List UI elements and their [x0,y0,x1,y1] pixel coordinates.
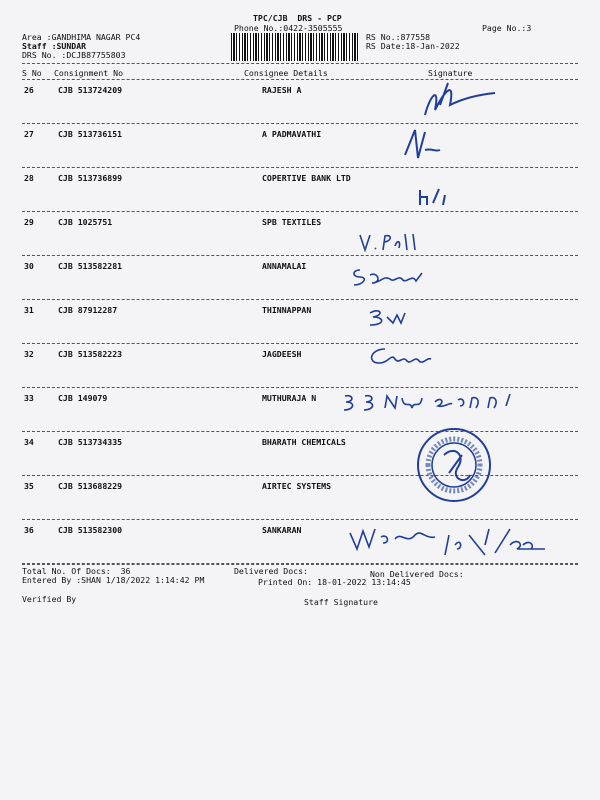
row-sno: 28 [24,173,34,183]
row-sno: 30 [24,261,34,271]
signature-row-27 [400,120,460,170]
barcode-image [231,33,359,61]
phone-number: Phone No.:0422-3505555 [234,23,343,33]
sheet-title: TPC/CJB DRS - PCP [253,13,342,23]
signature-row-28 [415,185,455,210]
row-sno: 31 [24,305,34,315]
row-divider [22,299,578,300]
row-consignee: MUTHURAJA N [262,393,317,403]
row-consignee: SANKARAN [262,525,302,535]
non-delivered-docs: Non Delivered Docs: [370,569,464,579]
signature-row-30 [350,265,440,290]
row-divider [22,387,578,388]
row-divider [22,211,578,212]
signature-row-26 [400,75,510,125]
row-sno: 27 [24,129,34,139]
row-consignee: A PADMAVATHI [262,129,322,139]
printed-on: Printed On: 18-01-2022 13:14:45 [258,577,411,587]
rs-date: RS Date:18-Jan-2022 [366,41,460,51]
row-consignment-number: CJB 513736899 [58,173,123,183]
row-divider [22,343,578,344]
row-consignment-number: CJB 513734335 [58,437,123,447]
row-consignment-number: CJB 513582300 [58,525,123,535]
row-divider [22,255,578,256]
table-row [0,85,600,125]
row-consignee: BHARATH CHEMICALS [262,437,346,447]
table-row [0,305,600,345]
row-consignee: JAGDEESH [262,349,302,359]
table-row [0,349,600,389]
row-consignment-number: CJB 87912287 [58,305,118,315]
signature-row-31 [365,305,415,330]
row-sno: 29 [24,217,34,227]
row-divider [22,431,578,432]
row-sno: 36 [24,525,34,535]
signature-row-33 [340,390,520,415]
row-consignee: THINNAPPAN [262,305,312,315]
row-sno: 26 [24,85,34,95]
table-row [0,129,600,169]
entered-by: Entered By :SHAN 1/18/2022 1:14:42 PM [22,575,205,585]
row-consignment-number: CJB 149079 [58,393,108,403]
column-header-sno: S No [22,68,42,78]
row-consignee: AIRTEC SYSTEMS [262,481,332,491]
signature-row-29 [355,230,425,255]
delivered-docs: Delivered Docs: [234,566,308,576]
divider [22,564,578,565]
row-consignee: COPERTIVE BANK LTD [262,173,351,183]
row-consignee: SPB TEXTILES [262,217,322,227]
row-sno: 35 [24,481,34,491]
rs-number: RS No.:877558 [366,32,431,42]
area-label: Area :GANDHIMA NAGAR PC4 [22,32,141,42]
table-row [0,217,600,257]
row-sno: 33 [24,393,34,403]
row-consignment-number: CJB 513688229 [58,481,123,491]
row-divider [22,475,578,476]
drs-number: DRS No. :DCJB87755803 [22,50,126,60]
signature-row-32 [365,345,435,370]
table-row [0,437,600,477]
row-consignment-number: CJB 513582281 [58,261,123,271]
row-sno: 32 [24,349,34,359]
staff-signature-label: Staff Signature [304,597,378,607]
row-consignee: RAJESH A [262,85,302,95]
staff-label: Staff :SUNDAR [22,41,87,51]
column-header-consignment: Consignment No [54,68,124,78]
table-row [0,261,600,301]
column-header-signature: Signature [428,68,473,78]
column-header-consignee: Consignee Details [244,68,328,78]
signature-row-36 [345,515,555,560]
row-consignment-number: CJB 1025751 [58,217,113,227]
row-consignment-number: CJB 513736151 [58,129,123,139]
row-consignment-number: CJB 513582223 [58,349,123,359]
bharath-chemicals-stamp-icon [414,425,494,505]
total-docs: Total No. Of Docs: 36 [22,566,131,576]
table-row [0,173,600,213]
row-consignment-number: CJB 513724209 [58,85,123,95]
page-number: Page No.:3 [482,23,532,33]
row-consignee: ANNAMALAI [262,261,307,271]
row-divider [22,167,578,168]
row-sno: 34 [24,437,34,447]
divider [22,63,578,64]
verified-by-label: Verified By [22,594,77,604]
